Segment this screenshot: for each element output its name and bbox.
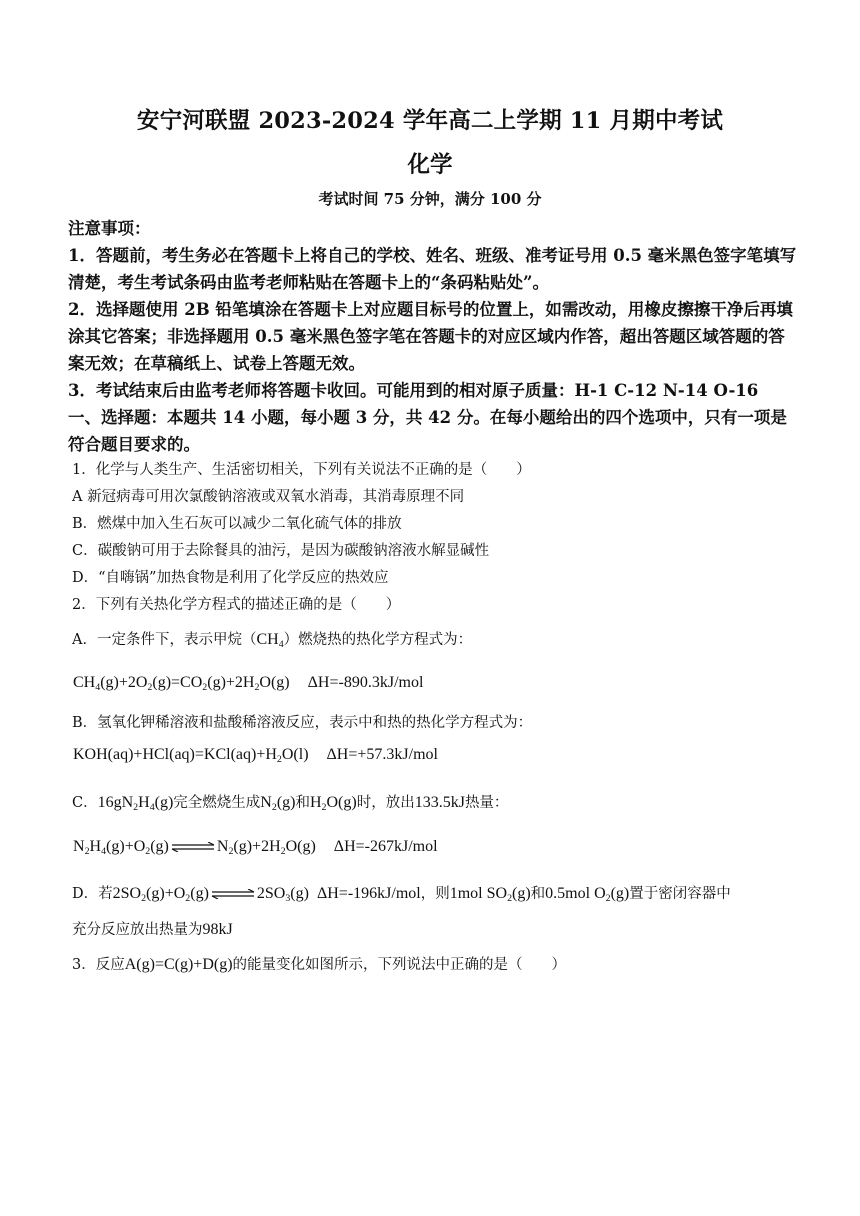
o2-amount: 0.5mol $O_2(g)$ [545,885,630,904]
question-3-stem [72,953,802,974]
notes-heading: 注意事项： [68,219,151,238]
option-d-prefix: D．若 [72,886,113,902]
subject-title: 化学 [407,152,453,178]
question-2-stem: 2．下列有关热化学方程式的描述正确的是（ ） [72,597,401,613]
option-a-text: A．一定条件下，表示甲烷（ [72,632,257,648]
equation-c: $N_2H_4(g)+O_2(g)$ $N_2(g)+2H_2O(g)$ ΔH=-267kJ/mol [73,838,438,857]
option-c-heat: 133.5kJ [414,794,465,811]
equation-b: $KOH(aq)+HCl(aq)=KCl(aq)+H_2O(l)$ ΔH=+57.3kJ/mol [73,746,438,765]
question-1-option-c: C．碳酸钠可用于去除餐具的油污，是因为碳酸钠溶液水解显碱性 [72,543,490,559]
option-c-prefix: C． [72,795,98,811]
question-1-option-d: D．“自嗨锅”加热食物是利用了化学反应的热效应 [72,570,389,586]
option-a-text-2: ）燃烧热的热化学方程式为： [283,632,473,648]
water-product: $H_2O(g)$ [309,794,357,813]
equation-a-enthalpy: ΔH=-890.3kJ/mol [307,674,424,691]
hydrazine-mass-value: 16g [97,794,122,811]
note-item-2: 2．选择题使用 2B 铅笔填涂在答题卡上对应题目标号的位置上，如需改动，用橡皮擦擦干净后再填涂其它答案；非选择题用 0.5 毫米黑色签字笔在答题卡的对应区域内作答，超出答题区域答题的答案无效；在草稿纸上、试卷上答题无效。 [68,300,793,373]
reversible-arrow-icon [171,842,215,852]
question-1-stem: 1．化学与人类生产、生活密切相关，下列有关说法不正确的是（ ） [72,462,531,478]
equation-b-enthalpy: ΔH=+57.3kJ/mol [326,746,438,763]
option-c-text-1: 完全燃烧生成 [173,795,261,811]
methane-formula: $CH_4$ [256,631,284,650]
note-item-1: 1．答题前，考生务必在答题卡上将自己的学校、姓名、班级、准考证号用 0.5 毫米黑色签字笔填写清楚，考生考试条码由监考老师粘贴在答题卡上的“条码粘贴处”。 [68,246,797,292]
question-2-option-d-continued [72,918,802,939]
question-3-reaction: A(g)=C(g)+D(g) [124,956,233,973]
equation-d-enthalpy: ΔH=-196kJ/mol [316,885,421,902]
option-d-text-2: 和 [530,886,546,902]
exam-info: 考试时间 75 分钟，满分 100 分 [318,190,542,208]
hydrazine-mass: $16gN_2H_4(g)$ [97,794,174,813]
so2-amount: 1mol $SO_2(g)$ [449,885,531,904]
so2-amount-value: 1mol [449,885,483,902]
question-2-option-a [72,628,802,650]
question-1-option-b: B．燃煤中加入生石灰可以减少二氧化硫气体的排放 [72,516,402,532]
notes-section [68,215,798,458]
equation-a: $CH_4(g)+2O_2(g)=CO_2(g)+2H_2O(g)$ ΔH=-890.3kJ/mol [73,674,424,693]
nitrogen-product: $N_2(g)$ [260,794,296,813]
option-d-heat: 98kJ [202,921,233,938]
section-one-heading: 一、选择题：本题共 14 小题，每小题 3 分，共 42 分。在每小题给出的四个选项中，只有一项是符合题目要求的。 [68,408,787,454]
option-d-text-1: ，则 [420,886,450,902]
option-c-text-4: 热量： [464,795,509,811]
option-c-text-3: 时，放出 [356,795,415,811]
question-2-option-c [72,791,802,813]
equation-c-enthalpy: ΔH=-267kJ/mol [333,838,438,855]
question-3-suffix: 的能量变化如图所示，下列说法中正确的是（ ） [232,957,567,973]
reversible-arrow-icon [211,889,255,899]
equation-d: $2SO_2(g)+O_2(g)$ $2SO_3(g)$ ΔH=-196kJ/mol [112,885,421,904]
question-3-prefix: 3．反应 [72,957,125,973]
question-1-option-a: A 新冠病毒可用次氯酸钠溶液或双氧水消毒，其消毒原理不同 [72,489,465,505]
question-2-option-b: B．氢氧化钾稀溶液和盐酸稀溶液反应，表示中和热的热化学方程式为： [72,715,533,731]
option-d-text-4: 充分反应放出热量为 [72,922,203,938]
option-c-text-2: 和 [295,795,310,811]
note-item-3: 3．考试结束后由监考老师将答题卡收回。可能用到的相对原子质量：H-1 C-12 N-14 O-16 [68,381,759,400]
option-d-text-3: 置于密闭容器中 [629,886,731,902]
o2-amount-value: 0.5mol [545,885,591,902]
exam-title: 安宁河联盟 2023-2024 学年高二上学期 11 月期中考试 [136,108,724,134]
question-2-option-d [72,882,802,904]
